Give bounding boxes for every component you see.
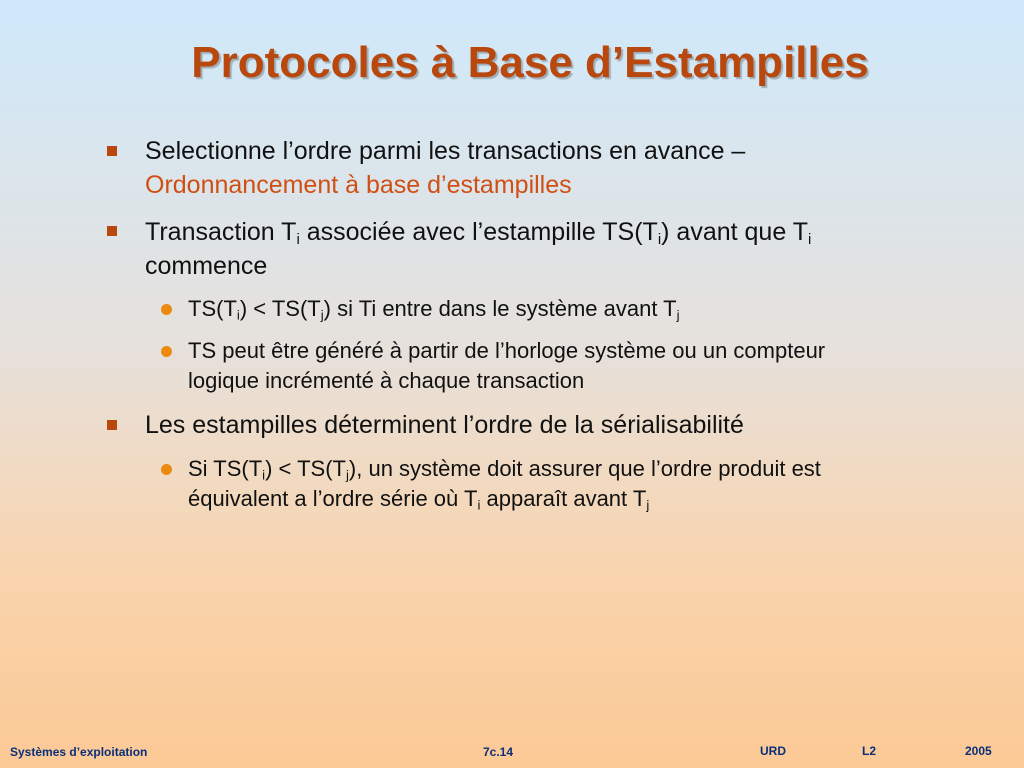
round-bullet-icon [161, 304, 172, 315]
bullet-1-line-2: Ordonnancement à base d’estampilles [145, 171, 572, 199]
square-bullet-icon [107, 146, 117, 156]
bullet-3-line-1: Les estampilles déterminent l’ordre de la sérialisabilité [145, 411, 744, 439]
square-bullet-icon [107, 420, 117, 430]
footer-level: L2 [862, 744, 877, 758]
round-bullet-icon [161, 464, 172, 475]
footer-course-name: Systèmes d’exploitation [10, 745, 148, 759]
sub-bullet-2-1: $TS(T_i) < TS(T_j)$ si Ti entre dans le système avant $T_j$ [188, 296, 680, 323]
bullet-2-line-2: commence [145, 252, 268, 280]
sub-bullet-2-2-line-2: logique incrémenté à chaque transaction [188, 368, 585, 393]
footer-year: 2005 [965, 744, 992, 758]
sub-bullet-3-1-line-2: équivalent a l’ordre série où $T_i$ apparaît avant $T_j$ [188, 486, 650, 513]
sub-bullet-3-1-line-1: Si $TS(T_i) < TS(T_j)$, un système doit assurer que l’ordre produit est [188, 456, 821, 483]
round-bullet-icon [161, 346, 172, 357]
bullet-1-line-1: Selectionne l’ordre parmi les transactions en avance – [145, 137, 746, 165]
footer-institution: URD [760, 744, 786, 758]
footer-slide-number: 7c.14 [483, 745, 514, 759]
square-bullet-icon [107, 226, 117, 236]
slide-title: Protocoles à Base d’Estampilles [191, 38, 869, 87]
sub-bullet-2-2-line-1: TS peut être généré à partir de l’horloge système ou un compteur [188, 338, 826, 363]
bullet-2-line-1: Transaction $T_i$ associée avec l’estampille $TS(T_i)$ avant que $T_i$ [145, 218, 812, 248]
